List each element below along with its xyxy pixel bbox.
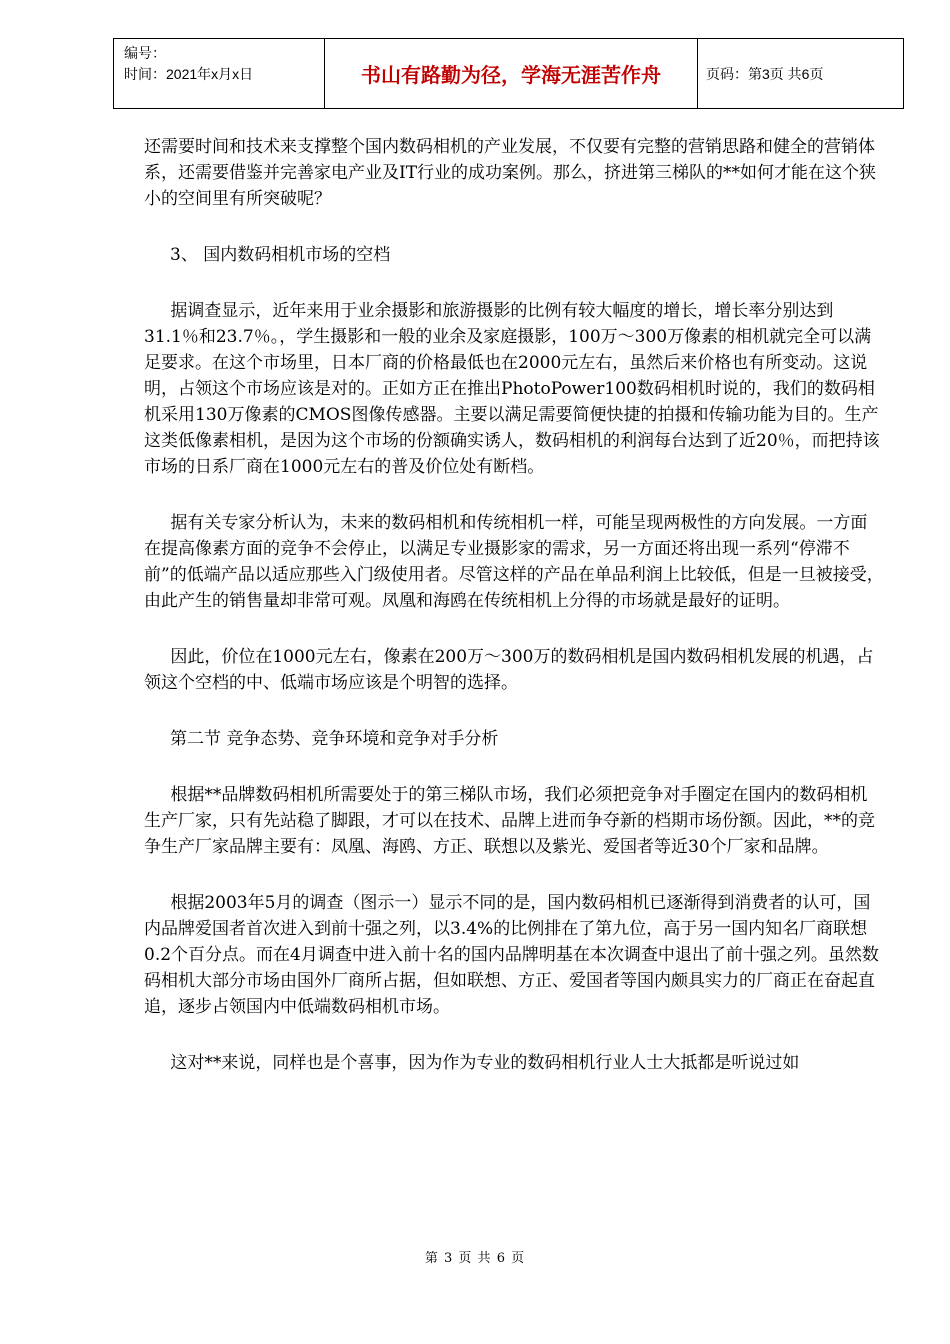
time-label: 时间：2021年x月x日 — [124, 66, 254, 82]
paragraph-good-news: 这对**来说，同样也是个喜事，因为作为专业的数码相机行业人士大抵都是听说过如 — [170, 1053, 800, 1073]
paragraph-expert-analysis: 据有关专家分析认为，未来的数码相机和传统相机一样，可能呈现两极性的方向发展。一方面在提高像素方面的竞争不会停止，以满足专业摄影家的需求，另一方面还将出现一系列“停滞不前”的低端产品以适应那些入门级使用者。尽管这样的产品在单品利润上比较低，但是一旦被接受，由此产生的销售量却非常可观。凤凰和海鸥在传统相机上分得的市场就是最好的证明。 — [144, 513, 884, 611]
header-page-info: 页码：第3页 共6页 — [698, 39, 904, 109]
page-footer: 第 3 页 共 6 页 — [424, 1251, 526, 1266]
paragraph-competitors: 根据**品牌数码相机所需要处于的第三梯队市场，我们必须把竞争对手圈定在国内的数码相机生产厂家，只有先站稳了脚跟，才可以在技术、品牌上进而争夺新的档期市场份额。因此，**的竞争生产厂家品牌主要有：凤凰、海鸥、方正、联想以及紫光、爱国者等近30个厂家和品牌。 — [144, 785, 875, 857]
header-motto: 书山有路勤为径，学海无涯苦作舟 — [325, 39, 698, 109]
paragraph-survey: 据调查显示，近年来用于业余摄影和旅游摄影的比例有较大幅度的增长，增长率分别达到31.1％和23.7％。，学生摄影和一般的业余及家庭摄影，100万～300万像素的相机就完全可以满足要求。在这个市场里，日本厂商的价格最低也在2000元左右，虽然后来价格也有所变动。这说明，占领这个市场应该是对的。正如方正在推出PhotoPower100数码相机时说的，我们的数码相机采用130万像素的CMOS图像传感器。主要以满足需要简便快捷的拍摄和传输功能为目的。生产这类低像素相机，是因为这个市场的份额确实诱人，数码相机的利润每台达到了近20％，而把持该市场的日系厂商在1000元左右的普及价位处有断档。 — [144, 301, 880, 477]
serial-label: 编号： — [124, 45, 166, 61]
document-header — [113, 38, 904, 109]
paragraph-continuation: 还需要时间和技术来支撑整个国内数码相机的产业发展，不仅要有完整的营销思路和健全的营销体系，还需要借鉴并完善家电产业及IT行业的成功案例。那么，挤进第三梯队的**如何才能在这个狭小的空间里有所突破呢？ — [144, 137, 877, 209]
section-heading-market-gap: 3、 国内数码相机市场的空档 — [170, 245, 391, 265]
paragraph-conclusion: 因此，价位在1000元左右，像素在200万～300万的数码相机是国内数码相机发展的机遇，占领这个空档的中、低端市场应该是个明智的选择。 — [144, 647, 874, 693]
section-heading-competition: 第二节 竞争态势、竞争环境和竞争对手分析 — [170, 729, 499, 749]
paragraph-survey-2003: 根据2003年5月的调查（图示一）显示不同的是，国内数码相机已逐渐得到消费者的认可，国内品牌爱国者首次进入到前十强之列，以3.4%的比例排在了第九位，高于另一国内知名厂商联想0.2个百分点。而在4月调查中进入前十名的国内品牌明基在本次调查中退出了前十强之列。虽然数码相机大部分市场由国外厂商所占据，但如联想、方正、爱国者等国内颇具实力的厂商正在奋起直追，逐步占领国内中低端数码相机市场。 — [144, 893, 879, 1017]
document-body — [144, 134, 884, 1076]
header-meta-cell — [114, 39, 325, 109]
